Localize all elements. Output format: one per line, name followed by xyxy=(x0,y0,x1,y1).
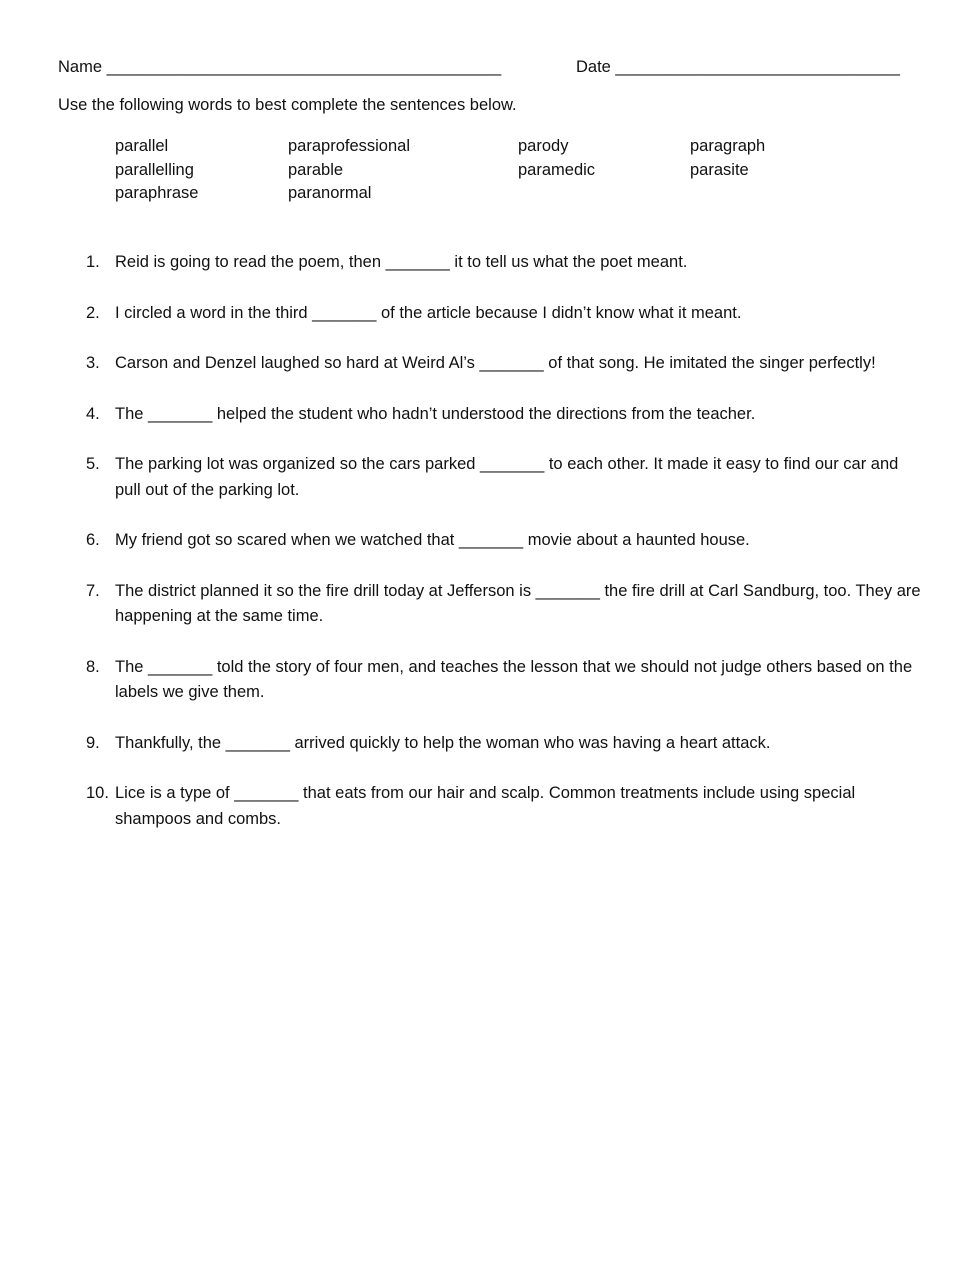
question-text: I circled a word in the third _______ of the article because I didn’t know what it meant. xyxy=(115,303,742,322)
word-bank-item: parallel xyxy=(115,137,169,155)
question-text: The _______ told the story of four men, and teaches the lesson that we should not judge others based on the labels we give them. xyxy=(115,657,913,701)
question-list xyxy=(86,250,921,857)
question-item xyxy=(86,452,921,503)
question-text: Carson and Denzel laughed so hard at Weird Al’s _______ of that song. He imitated the singer perfectly! xyxy=(115,354,876,372)
question-number: 8. xyxy=(86,657,100,676)
word-bank-item: parasite xyxy=(690,160,749,179)
question-item xyxy=(86,781,921,832)
question-text: My friend got so scared when we watched that _______ movie about a haunted house. xyxy=(115,531,750,549)
question-item xyxy=(86,579,921,630)
word-bank-item: parody xyxy=(518,137,569,155)
question-item xyxy=(86,655,921,706)
question-number: 1. xyxy=(86,253,100,271)
header-row xyxy=(58,58,918,82)
question-number: 6. xyxy=(86,531,100,549)
question-number: 9. xyxy=(86,733,100,752)
question-number: 7. xyxy=(86,581,100,600)
question-item xyxy=(86,402,921,428)
name-field[interactable]: Name ___________________________________________ xyxy=(58,58,502,76)
question-number: 3. xyxy=(86,354,100,372)
question-item xyxy=(86,528,921,554)
question-number: 4. xyxy=(86,404,100,423)
word-bank-item: parallelling xyxy=(115,160,194,179)
question-item xyxy=(86,351,921,377)
word-bank-item: parable xyxy=(288,160,344,179)
word-bank-item: paraphrase xyxy=(115,184,199,202)
question-number: 5. xyxy=(86,455,100,473)
word-bank-item: paraprofessional xyxy=(288,137,410,155)
question-number: 2. xyxy=(86,303,100,322)
word-bank-item: paramedic xyxy=(518,160,596,179)
question-item xyxy=(86,731,921,757)
question-text: Thankfully, the _______ arrived quickly to help the woman who was having a heart attack. xyxy=(115,733,771,752)
question-text: Lice is a type of _______ that eats from our hair and scalp. Common treatments include using special shampoos and combs. xyxy=(115,784,856,828)
question-number: 10. xyxy=(86,784,109,802)
question-text: Reid is going to read the poem, then _______ it to tell us what the poet meant. xyxy=(115,253,688,271)
question-item xyxy=(86,301,921,327)
question-text: The district planned it so the fire drill today at Jefferson is _______ the fire drill at Carl Sandburg, too. They are happening at the same time. xyxy=(115,581,921,625)
date-field[interactable]: Date _______________________________ xyxy=(576,58,900,76)
instructions: Use the following words to best complete the sentences below. xyxy=(58,96,517,114)
question-text: The parking lot was organized so the cars parked _______ to each other. It made it easy to find our car and pull out of the parking lot. xyxy=(115,455,899,499)
word-bank-item: paragraph xyxy=(690,137,766,155)
question-item xyxy=(86,250,921,276)
question-text: The _______ helped the student who hadn’t understood the directions from the teacher. xyxy=(115,404,756,423)
word-bank-item: paranormal xyxy=(288,184,372,202)
